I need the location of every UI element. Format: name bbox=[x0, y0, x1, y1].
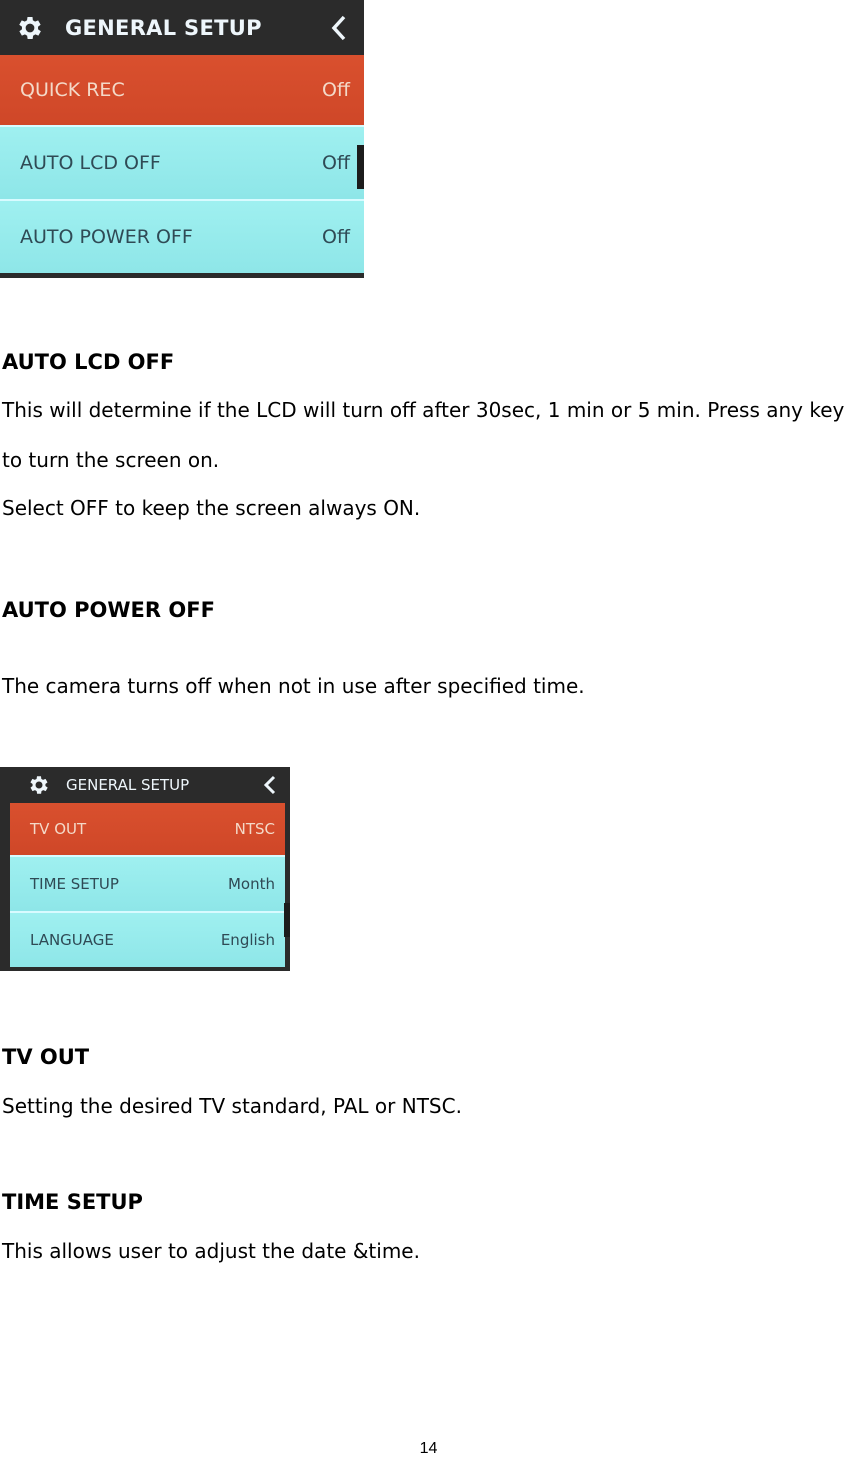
paragraph-line: Setting the desired TV standard, PAL or NTSC. bbox=[2, 1094, 462, 1118]
menu-row-auto-power-off bbox=[0, 199, 364, 273]
row-label: AUTO POWER OFF bbox=[20, 226, 193, 248]
paragraph-line: to turn the screen on. bbox=[2, 448, 220, 472]
paragraph-line: The camera turns off when not in use after specified time. bbox=[2, 674, 585, 698]
row-value: Off bbox=[321, 226, 350, 248]
chevron-left-icon bbox=[250, 767, 290, 803]
heading-tv-out: TV OUT bbox=[2, 1045, 90, 1069]
paragraph-line: This will determine if the LCD will turn off after 30sec, 1 min or 5 min. Press any key bbox=[2, 398, 845, 422]
paragraph-line: Select OFF to keep the screen always ON. bbox=[2, 496, 421, 520]
gear-icon bbox=[13, 13, 47, 43]
row-label: QUICK REC bbox=[20, 79, 125, 101]
menu-row-quick-rec bbox=[0, 55, 364, 125]
row-value: Off bbox=[321, 79, 350, 101]
general-setup-screenshot-1 bbox=[0, 0, 364, 278]
menu-row-time-setup bbox=[10, 855, 285, 911]
scrollbar bbox=[357, 145, 364, 189]
menu-row-language bbox=[10, 911, 285, 967]
row-label: TIME SETUP bbox=[30, 875, 119, 893]
general-setup-screenshot-2 bbox=[0, 767, 290, 971]
row-label: LANGUAGE bbox=[30, 931, 114, 949]
chevron-left-icon bbox=[314, 0, 364, 55]
row-label: TV OUT bbox=[30, 820, 87, 838]
menu-row-tv-out bbox=[10, 803, 285, 855]
menu-row-auto-lcd-off bbox=[0, 125, 364, 199]
heading-time-setup: TIME SETUP bbox=[2, 1190, 143, 1214]
row-label: AUTO LCD OFF bbox=[20, 152, 161, 174]
screen-header bbox=[0, 0, 364, 55]
gear-icon bbox=[26, 773, 52, 797]
row-value: Month bbox=[227, 875, 275, 893]
screen-header bbox=[0, 767, 290, 803]
row-value: Off bbox=[321, 152, 350, 174]
page-number: 14 bbox=[419, 1440, 438, 1457]
heading-auto-lcd-off: AUTO LCD OFF bbox=[2, 350, 175, 374]
screen-title: GENERAL SETUP bbox=[66, 776, 190, 794]
heading-auto-power-off: AUTO POWER OFF bbox=[2, 598, 215, 622]
paragraph-line: This allows user to adjust the date &time. bbox=[2, 1239, 420, 1263]
row-value: NTSC bbox=[234, 820, 275, 838]
row-value: English bbox=[220, 931, 275, 949]
scrollbar bbox=[284, 903, 290, 937]
screen-title: GENERAL SETUP bbox=[65, 15, 262, 40]
